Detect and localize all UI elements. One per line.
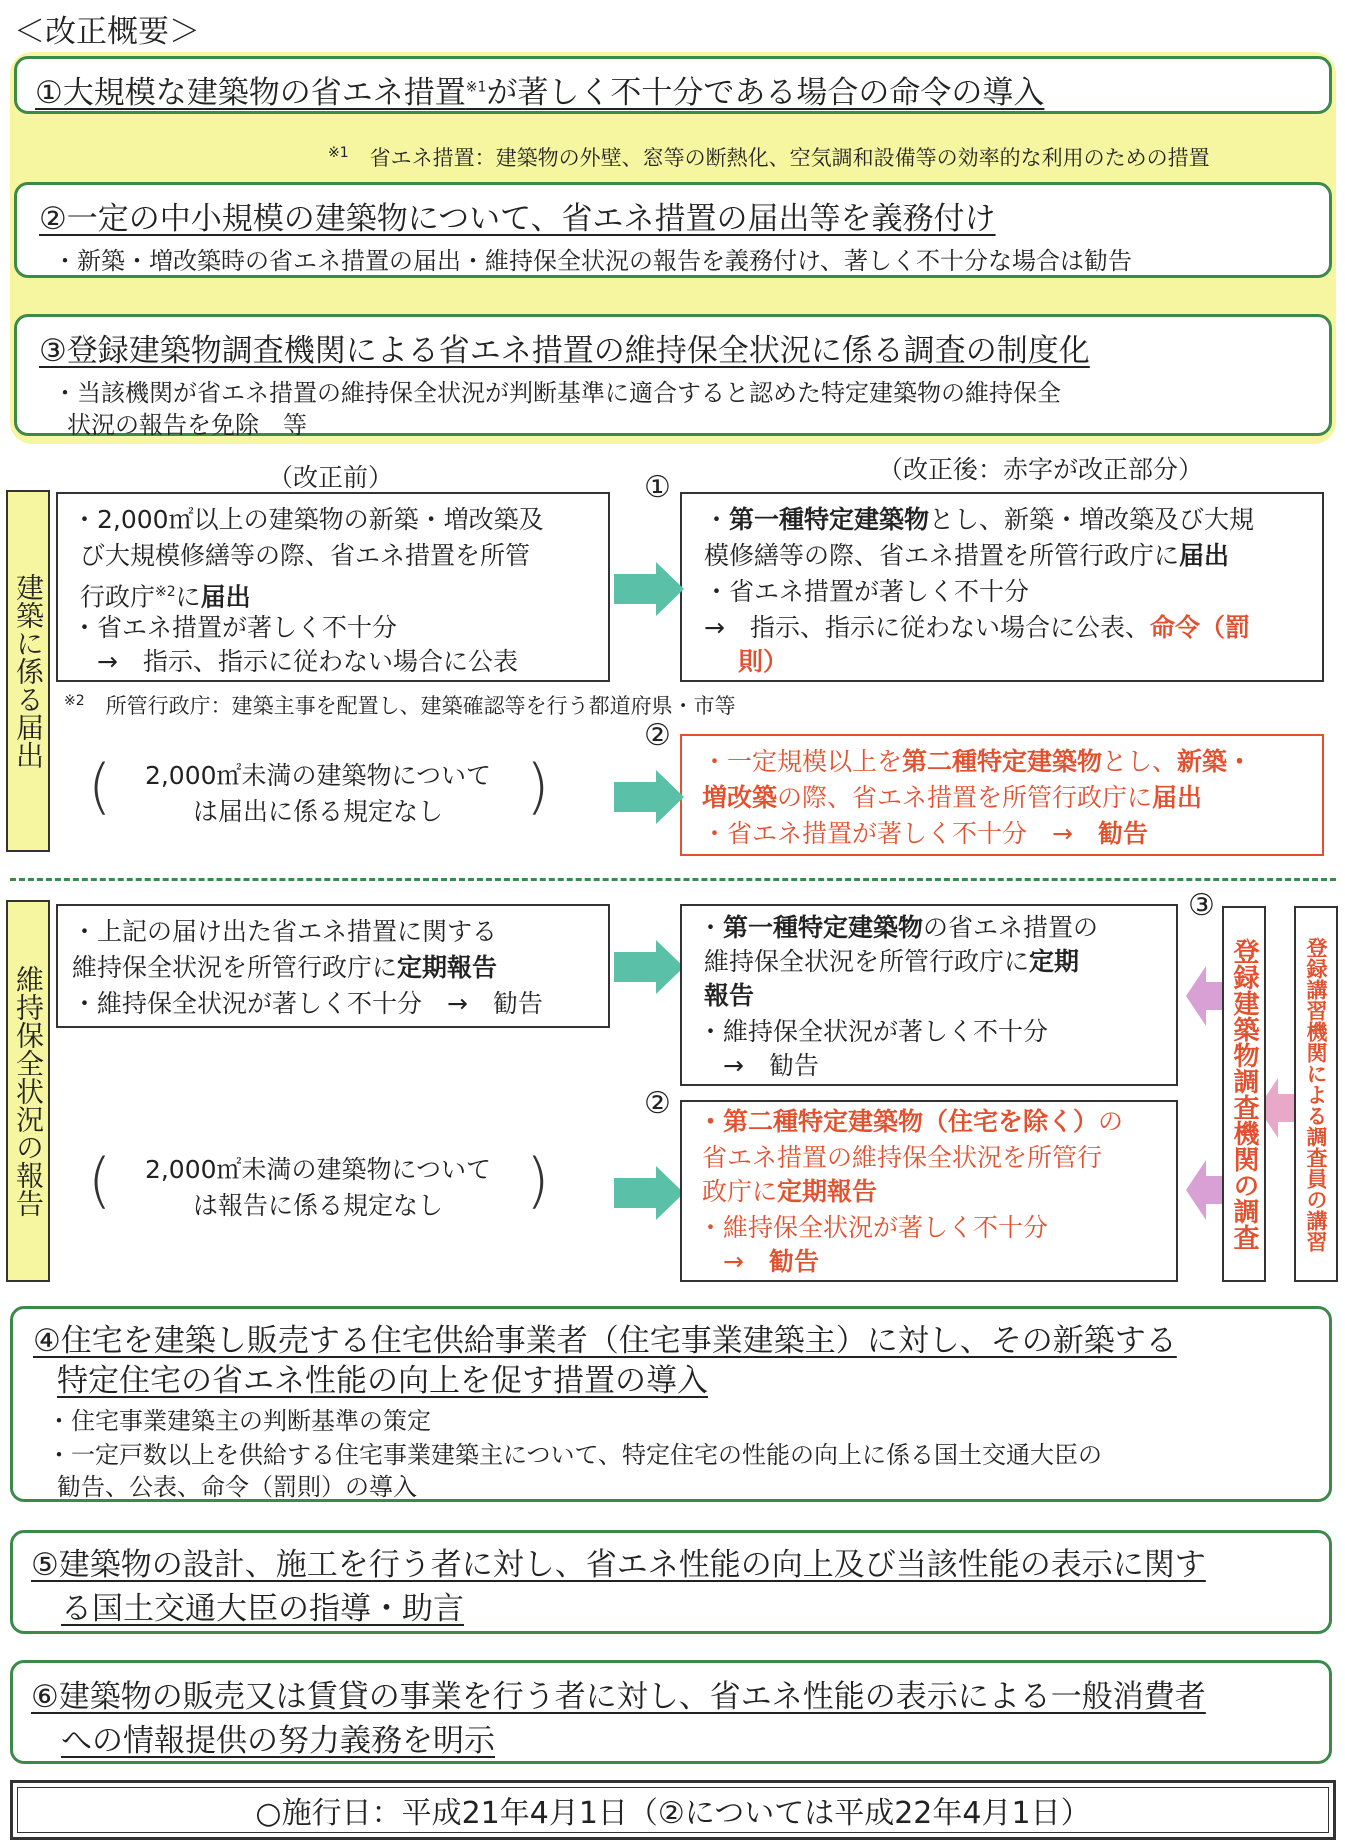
side-label-iji: 維持保全状況の報告 [6,900,50,1282]
note2: $^{※2}$ 所管行政庁：建築主事を配置し、建築確認等を行う都道府県・市等 [64,693,736,718]
item2-line: ・新築・増改築時の省エネ措置の届出・維持保全状況の報告を義務付け、著しく不十分な場合は勧告 [53,247,1133,275]
bracket-right-b: ) [526,752,550,822]
item4-line3: 勧告、公表、命令（罰則）の導入 [57,1473,417,1501]
chosa-vertical-box: 登録建築物調査機関の調査 [1222,906,1266,1282]
after-b-line2: 増改築の際、省エネ措置を所管行政庁に届出 [702,783,1203,812]
before-hokoku-box [56,904,610,1028]
after-todokede-b-box [680,734,1324,856]
item5-title2: る国土交通大臣の指導・助言 [61,1591,464,1627]
section-divider [10,878,1336,881]
before-b-text [128,758,508,830]
circle-1: ① [644,470,671,505]
circle-2a: ② [644,718,671,753]
before-d-line2: は報告に係る規定なし [192,1191,443,1220]
after-a-line5: 則） [738,647,789,676]
before-d-line1: 2,000㎡未満の建築物について [144,1155,492,1184]
before-c-line3: ・維持保全状況が著しく不十分 → 勧告 [72,989,543,1018]
after-hokoku-box [680,904,1178,1086]
after-hokoku-b-box [680,1100,1178,1282]
item5-title1: ⑤建築物の設計、施工を行う者に対し、省エネ性能の向上及び当該性能の表示に関す [31,1547,1206,1583]
after-c-line3: 報告 [704,981,755,1010]
enforcement-date-box [10,1780,1336,1840]
arrow-right-icon [614,770,684,824]
item1-title: ①大規模な建築物の省エネ措置$^{※1}$が著しく不十分である場合の命令の導入 [35,75,1045,111]
item4-title2: 特定住宅の省エネ性能の向上を促す措置の導入 [57,1363,708,1399]
arrow-left-icon [1186,966,1224,1026]
item3-line2: 状況の報告を免除 等 [67,411,307,439]
side-label-kenchiku: 建築に係る届出 [6,490,50,852]
bracket-left-d: ( [88,1146,112,1216]
after-c-line2: 維持保全状況を所管行政庁に定期 [704,947,1080,976]
bracket-right-d: ) [526,1146,550,1216]
arrow-left-icon [1186,1160,1224,1220]
item6-title1: ⑥建築物の販売又は賃貸の事業を行う者に対し、省エネ性能の表示による一般消費者 [31,1679,1206,1715]
item3-box [14,314,1332,439]
before-b-line1: 2,000㎡未満の建築物について [144,761,492,790]
before-b-line2: は届出に係る規定なし [192,797,443,826]
item3-title: ③登録建築物調査機関による省エネ措置の維持保全状況に係る調査の制度化 [39,333,1090,369]
before-a-line5: → 指示、指示に従わない場合に公表 [72,647,518,676]
after-c-line1: ・第一種特定建築物の省エネ措置の [698,913,1099,942]
item3-line1: ・当該機関が省エネ措置の維持保全状況が判断基準に適合すると認めた特定建築物の維持保全 [53,379,1061,407]
after-d-line1: ・第二種特定建築物（住宅を除く）の [698,1107,1124,1136]
item5-box [10,1530,1332,1634]
after-b-line3: ・省エネ措置が著しく不十分 → 勧告 [702,819,1148,848]
after-a-line1: ・第一種特定建築物とし、新築・増改築及び大規 [704,505,1255,534]
item4-title1: ④住宅を建築し販売する住宅供給事業者（住宅事業建築主）に対し、その新築する [33,1323,1177,1359]
after-b-line1: ・一定規模以上を第二種特定建築物とし、新築・ [702,747,1253,776]
enforcement-date-text: ○施行日：平成21年4月1日（②については平成22年4月1日） [17,1787,1329,1833]
after-d-line2: 省エネ措置の維持保全状況を所管行 [702,1143,1103,1172]
before-c-line1: ・上記の届け出た省エネ措置に関する [72,917,498,946]
after-d-line4: ・維持保全状況が著しく不十分 [698,1213,1049,1242]
label-before: （改正前） [268,463,394,492]
before-a-line4: ・省エネ措置が著しく不十分 [72,613,398,642]
after-c-line5: → 勧告 [698,1051,819,1080]
bracket-left-b: ( [88,752,112,822]
arrow-right-icon [614,1166,684,1220]
item4-box [10,1306,1332,1502]
after-c-line4: ・維持保全状況が著しく不十分 [698,1017,1049,1046]
item4-line2: ・一定戸数以上を供給する住宅事業建築主について、特定住宅の性能の向上に係る国土交通大臣の [47,1441,1103,1469]
before-c-line2: 維持保全状況を所管行政庁に定期報告 [72,953,498,982]
after-a-line3: ・省エネ措置が著しく不十分 [704,577,1030,606]
item6-title2: への情報提供の努力義務を明示 [61,1723,495,1759]
before-a-line2: び大規模修繕等の際、省エネ措置を所管 [80,541,531,570]
after-a-line4: → 指示、指示に従わない場合に公表、命令（罰 [704,613,1250,642]
arrow-right-icon [614,562,684,616]
circle-2b: ② [644,1086,671,1121]
before-d-text [128,1152,508,1224]
item2-box [14,182,1332,278]
item2-title: ②一定の中小規模の建築物について、省エネ措置の届出等を義務付け [39,201,996,237]
label-after: （改正後：赤字が改正部分） [878,455,1204,484]
item1-box [14,56,1332,114]
before-a-line3: 行政庁$^{※2}$に届出 [80,582,251,612]
item1-note: $^{※1}$ 省エネ措置：建築物の外壁、窓等の断熱化、空気調和設備等の効率的な利用のための措置 [328,145,1210,170]
page-title: ＜改正概要＞ [14,14,200,50]
before-a-line1: ・2,000㎡以上の建築物の新築・増改築及 [72,505,544,534]
circle-3: ③ [1188,888,1215,923]
item6-box [10,1660,1332,1764]
after-d-line3: 政庁に定期報告 [702,1177,878,1206]
before-todokede-box [56,492,610,682]
arrow-right-icon [614,940,684,994]
after-d-line5: → 勧告 [698,1247,819,1276]
item4-line1: ・住宅事業建築主の判断基準の策定 [47,1407,431,1435]
after-todokede-box [680,492,1324,682]
koshu-vertical-box: 登録講習機関による調査員の講習 [1294,906,1338,1282]
after-a-line2: 模修繕等の際、省エネ措置を所管行政庁に届出 [704,541,1230,570]
